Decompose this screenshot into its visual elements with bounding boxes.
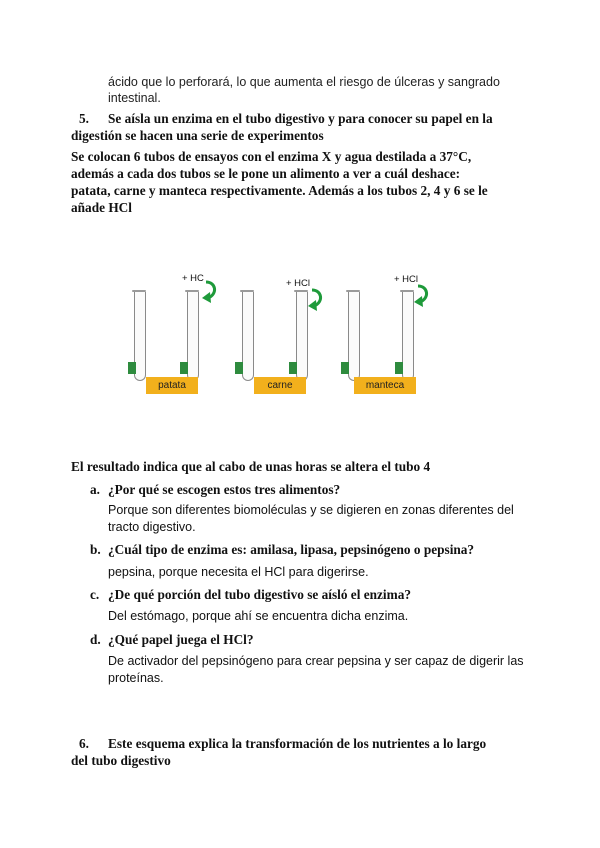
- curved-arrow-icon: [306, 286, 328, 312]
- q5d-answer-line2: proteínas.: [108, 671, 164, 685]
- q5d-answer-line1: De activador del pepsinógeno para crear pepsina y ser capaz de digerir las: [108, 654, 524, 668]
- q5-setup-line1: Se colocan 6 tubos de ensayos con el enzima X y agua destilada a 37°C,: [71, 149, 472, 164]
- q5-result: El resultado indica que al cabo de unas horas se altera el tubo 4: [71, 459, 431, 474]
- q5a-letter: a.: [90, 482, 100, 497]
- q5b-question: ¿Cuál tipo de enzima es: amilasa, lipasa, pepsinógeno o pepsina?: [108, 542, 475, 557]
- q6-number: 6.: [79, 736, 89, 751]
- curved-arrow-icon: [200, 278, 222, 304]
- q5c-question: ¿De qué porción del tubo digestivo se aísló el enzima?: [108, 587, 411, 602]
- q5a-answer-line2: tracto digestivo.: [108, 520, 196, 534]
- test-tubes-figure: [120, 270, 440, 400]
- q6-heading-line1: Este esquema explica la transformación de los nutrientes a lo largo: [108, 736, 487, 751]
- q5-setup-line4: añade HCl: [71, 200, 132, 215]
- q5a-question: ¿Por qué se escogen estos tres alimentos?: [108, 482, 341, 497]
- q5d-question: ¿Qué papel juega el HCl?: [108, 632, 254, 647]
- tube-4-tag: [289, 362, 297, 374]
- tube-3-tag: [235, 362, 243, 374]
- tube-2-tag: [180, 362, 188, 374]
- q5b-answer-line1: pepsina, porque necesita el HCl para digerirse.: [108, 565, 369, 579]
- test-tube-3: [242, 292, 254, 381]
- q5-number: 5.: [79, 111, 89, 126]
- test-tube-2: [187, 292, 199, 381]
- q5-heading-line2: digestión se hacen una serie de experimentos: [71, 128, 324, 143]
- q5b-letter: b.: [90, 542, 101, 557]
- q5c-letter: c.: [90, 587, 100, 602]
- q5-setup-line3: patata, carne y manteca respectivamente. Además a los tubos 2, 4 y 6 se le: [71, 183, 488, 198]
- food-label-carne: carne: [254, 377, 306, 394]
- q6-heading-line2: del tubo digestivo: [71, 753, 171, 768]
- q5a-answer-line1: Porque son diferentes biomoléculas y se digieren en zonas diferentes del: [108, 503, 514, 517]
- q5d-letter: d.: [90, 632, 101, 647]
- tube-5-tag: [341, 362, 349, 374]
- intro-continuation-line2: intestinal.: [108, 91, 161, 105]
- food-label-manteca: manteca: [354, 377, 416, 394]
- food-label-patata: patata: [146, 377, 198, 394]
- tube-6-tag: [395, 362, 403, 374]
- q5c-answer-line1: Del estómago, porque ahí se encuentra dicha enzima.: [108, 609, 409, 623]
- hcl-label-2: + HCl: [286, 278, 311, 289]
- test-tube-5: [348, 292, 360, 381]
- tube-1-tag: [128, 362, 136, 374]
- curved-arrow-icon: [412, 282, 434, 308]
- hcl-label-1: + HC: [182, 273, 204, 284]
- hcl-label-3: + HCl: [394, 274, 419, 285]
- q5-setup-line2: además a cada dos tubos se le pone un alimento a ver a cuál deshace:: [71, 166, 461, 181]
- q5-heading-line1: Se aísla un enzima en el tubo digestivo y para conocer su papel en la: [108, 111, 493, 126]
- intro-continuation-line1: ácido que lo perforará, lo que aumenta el riesgo de úlceras y sangrado: [108, 75, 500, 89]
